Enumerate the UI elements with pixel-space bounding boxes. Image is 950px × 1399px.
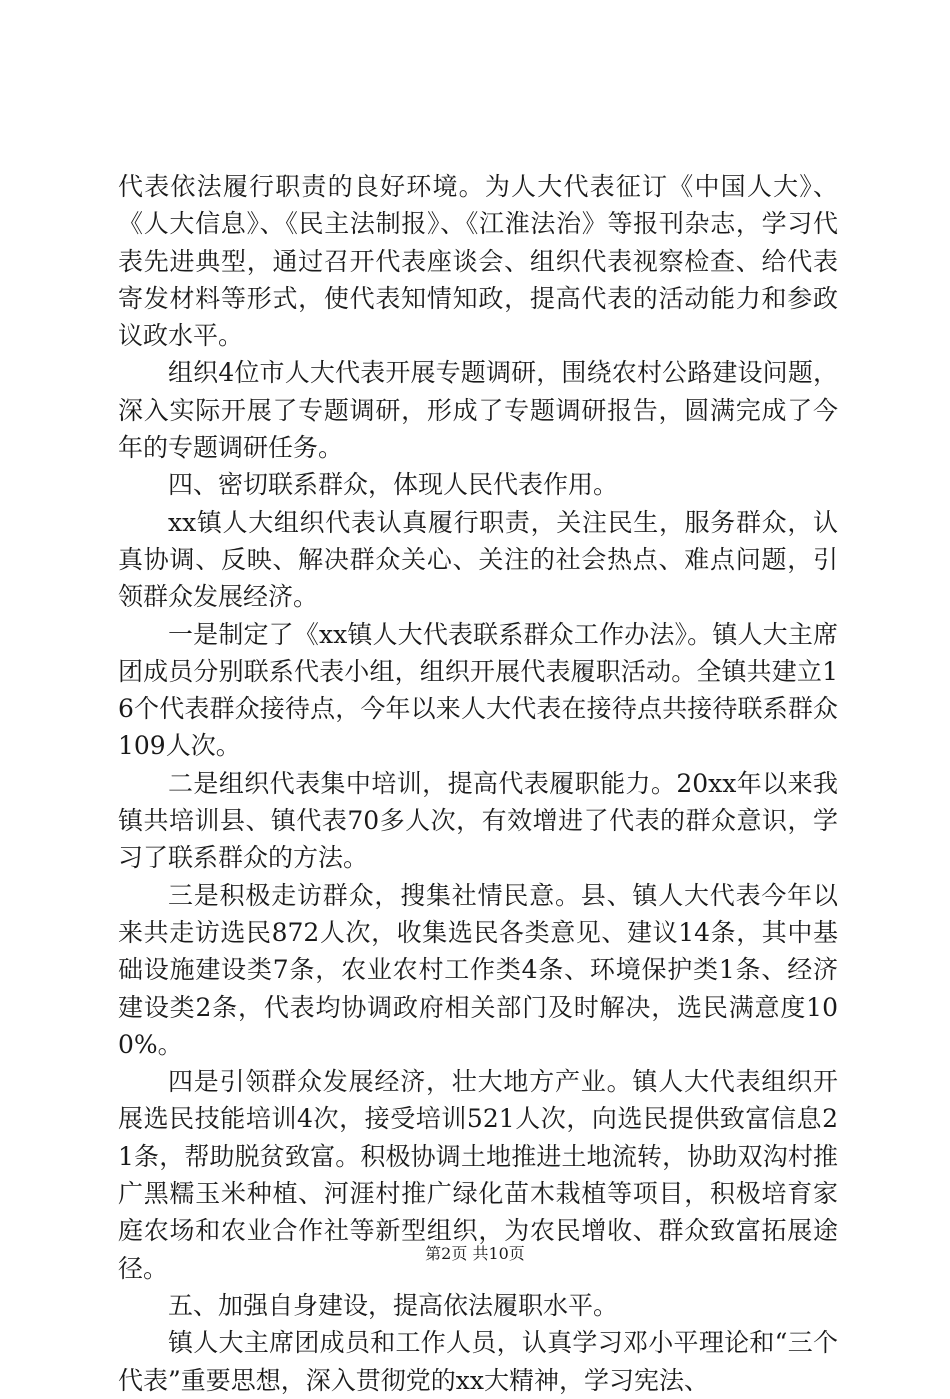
paragraph-6: 二是组织代表集中培训，提高代表履职能力。20xx年以来我镇共培训县、镇代表70多人次，有效增进了代表的群众意识，学习了联系群众的方法。	[118, 768, 838, 873]
document-body	[118, 168, 838, 1399]
paragraph-8: 四是引领群众发展经济，壮大地方产业。镇人大代表组织开展选民技能培训4次，接受培训521人次，向选民提供致富信息21条，帮助脱贫致富。积极协调土地推进土地流转，协助双沟村推广黑糯玉米种植、河涯村推广绿化苗木栽植等项目，积极培育家庭农场和农业合作社等新型组织，为农民增收、群众致富拓展途径。	[118, 1067, 838, 1283]
paragraph-7: 三是积极走访群众，搜集社情民意。县、镇人大代表今年以来共走访选民872人次，收集选民各类意见、建议14条，其中基础设施建设类7条，农业农村工作类4条、环境保护类1条、经济建设类2条，代表均协调政府相关部门及时解决，选民满意度100%。	[118, 880, 838, 1059]
paragraph-5: 一是制定了《xx镇人大代表联系群众工作办法》。镇人大主席团成员分别联系代表小组，组织开展代表履职活动。全镇共建立16个代表群众接待点，今年以来人大代表在接待点共接待联系群众109人次。	[118, 619, 838, 761]
paragraph-10: 镇人大主席团成员和工作人员，认真学习邓小平理论和“三个代表”重要思想，深入贯彻党的xx大精神，学习宪法、	[118, 1328, 838, 1395]
paragraph-1: 代表依法履行职责的良好环境。为人大代表征订《中国人大》、《人大信息》、《民主法制报》、《江淮法治》等报刊杂志，学习代表先进典型，通过召开代表座谈会、组织代表视察检查、给代表寄发材料等形式，使代表知情知政，提高代表的活动能力和参政议政水平。	[118, 172, 838, 351]
section-heading-5: 五、加强自身建设，提高依法履职水平。	[168, 1290, 619, 1320]
paragraph-2: 组织4位市人大代表开展专题调研，围绕农村公路建设问题，深入实际开展了专题调研，形成了专题调研报告，圆满完成了今年的专题调研任务。	[118, 358, 838, 463]
section-heading-4: 四、密切联系群众，体现人民代表作用。	[168, 470, 619, 500]
page-number-footer: 第2页 共10页	[425, 1244, 525, 1263]
paragraph-4: xx镇人大组织代表认真履行职责，关注民生，服务群众，认真协调、反映、解决群众关心、关注的社会热点、难点问题，引领群众发展经济。	[118, 507, 838, 612]
